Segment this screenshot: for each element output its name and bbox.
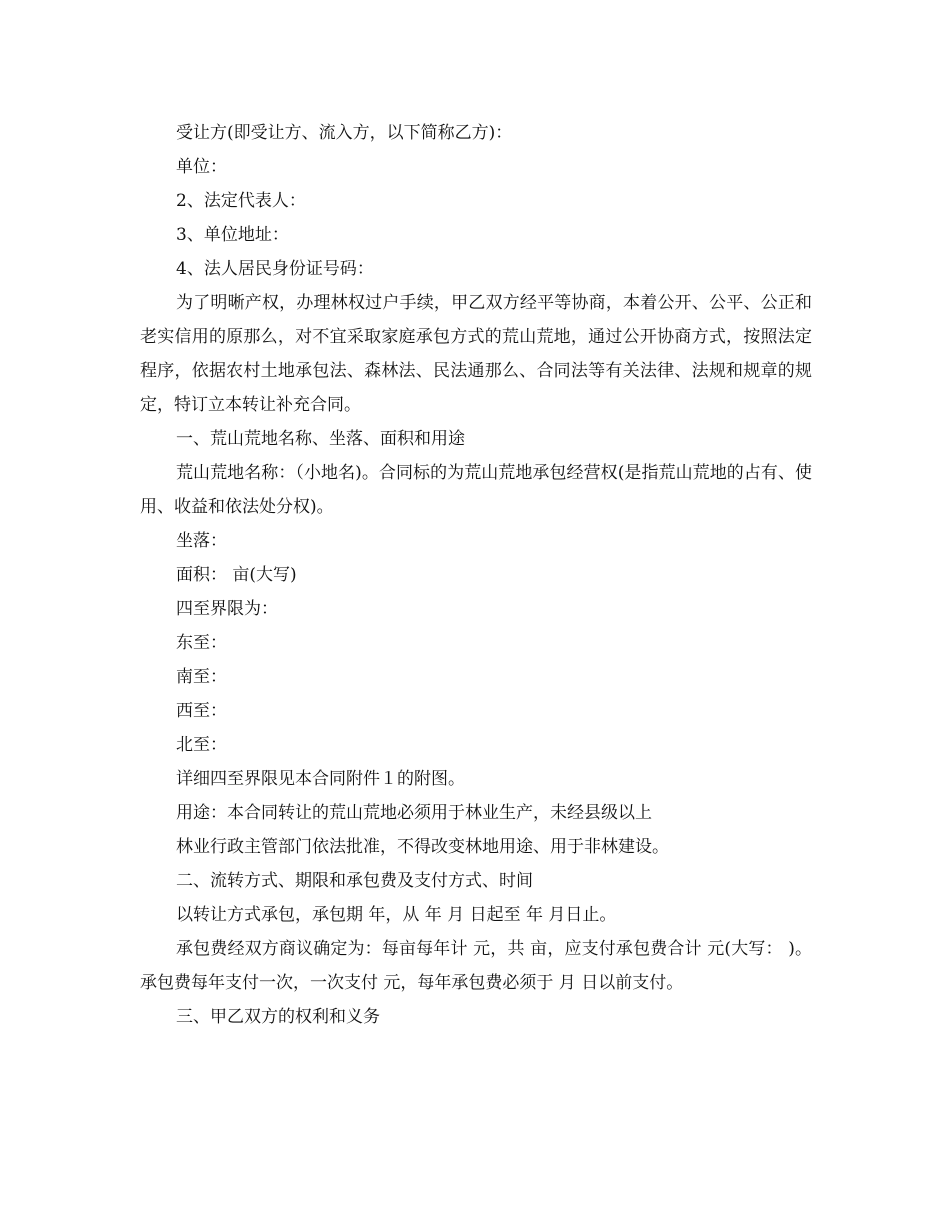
- paragraph-unit-address: 3、单位地址：: [176, 225, 289, 245]
- paragraph-boundaries: 四至界限为：: [176, 599, 278, 619]
- paragraph-legal-representative: 2、法定代表人：: [176, 191, 306, 211]
- paragraph-north: 北至：: [176, 735, 227, 755]
- paragraph-west: 西至：: [176, 701, 227, 721]
- paragraph-id-number: 4、法人居民身份证号码：: [176, 259, 374, 279]
- section-heading-1: 一、荒山荒地名称、坐落、面积和用途: [176, 429, 465, 449]
- paragraph-transferee: 受让方(即受让方、流入方，以下简称乙方)：: [176, 123, 513, 143]
- section-heading-2: 二、流转方式、期限和承包费及支付方式、时间: [176, 871, 533, 891]
- paragraph-unit: 单位：: [176, 157, 227, 177]
- section-heading-3: 三、甲乙双方的权利和义务: [176, 1007, 380, 1027]
- paragraph-term: 以转让方式承包，承包期 年，从 年 月 日起至 年 月日止。: [176, 905, 617, 925]
- paragraph-usage-continued: 林业行政主管部门依法批准，不得改变林地用途、用于非林建设。: [176, 837, 669, 857]
- paragraph-east: 东至：: [176, 633, 227, 653]
- paragraph-area: 面积： 亩(大写): [176, 565, 297, 585]
- paragraph-boundary-detail: 详细四至界限见本合同附件１的附图。: [176, 769, 465, 789]
- paragraph-usage: 用途：本合同转让的荒山荒地必须用于林业生产，未经县级以上: [176, 803, 652, 823]
- paragraph-preamble: 为了明晰产权，办理林权过户手续，甲乙双方经平等协商，本着公开、公平、公正和老实信用的原那么，对不宜采取家庭承包方式的荒山荒地，通过公开协商方式，按照法定程序，依据农村土地承包法、森林法、民法通那么、合同法等有关法律、法规和规章的规定，特订立本转让补充合同。: [140, 293, 812, 415]
- paragraph-location: 坐落：: [176, 531, 227, 551]
- paragraph-land-name: 荒山荒地名称：（小地名)。合同标的为荒山荒地承包经营权(是指荒山荒地的占有、使用、收益和依法处分权)。: [140, 463, 812, 517]
- paragraph-fee: 承包费经双方商议确定为：每亩每年计 元，共 亩，应支付承包费合计 元(大写： )。承包费每年支付一次，一次支付 元，每年承包费必须于 月 日以前支付。: [140, 939, 812, 993]
- document-body: [140, 116, 812, 1034]
- paragraph-south: 南至：: [176, 667, 227, 687]
